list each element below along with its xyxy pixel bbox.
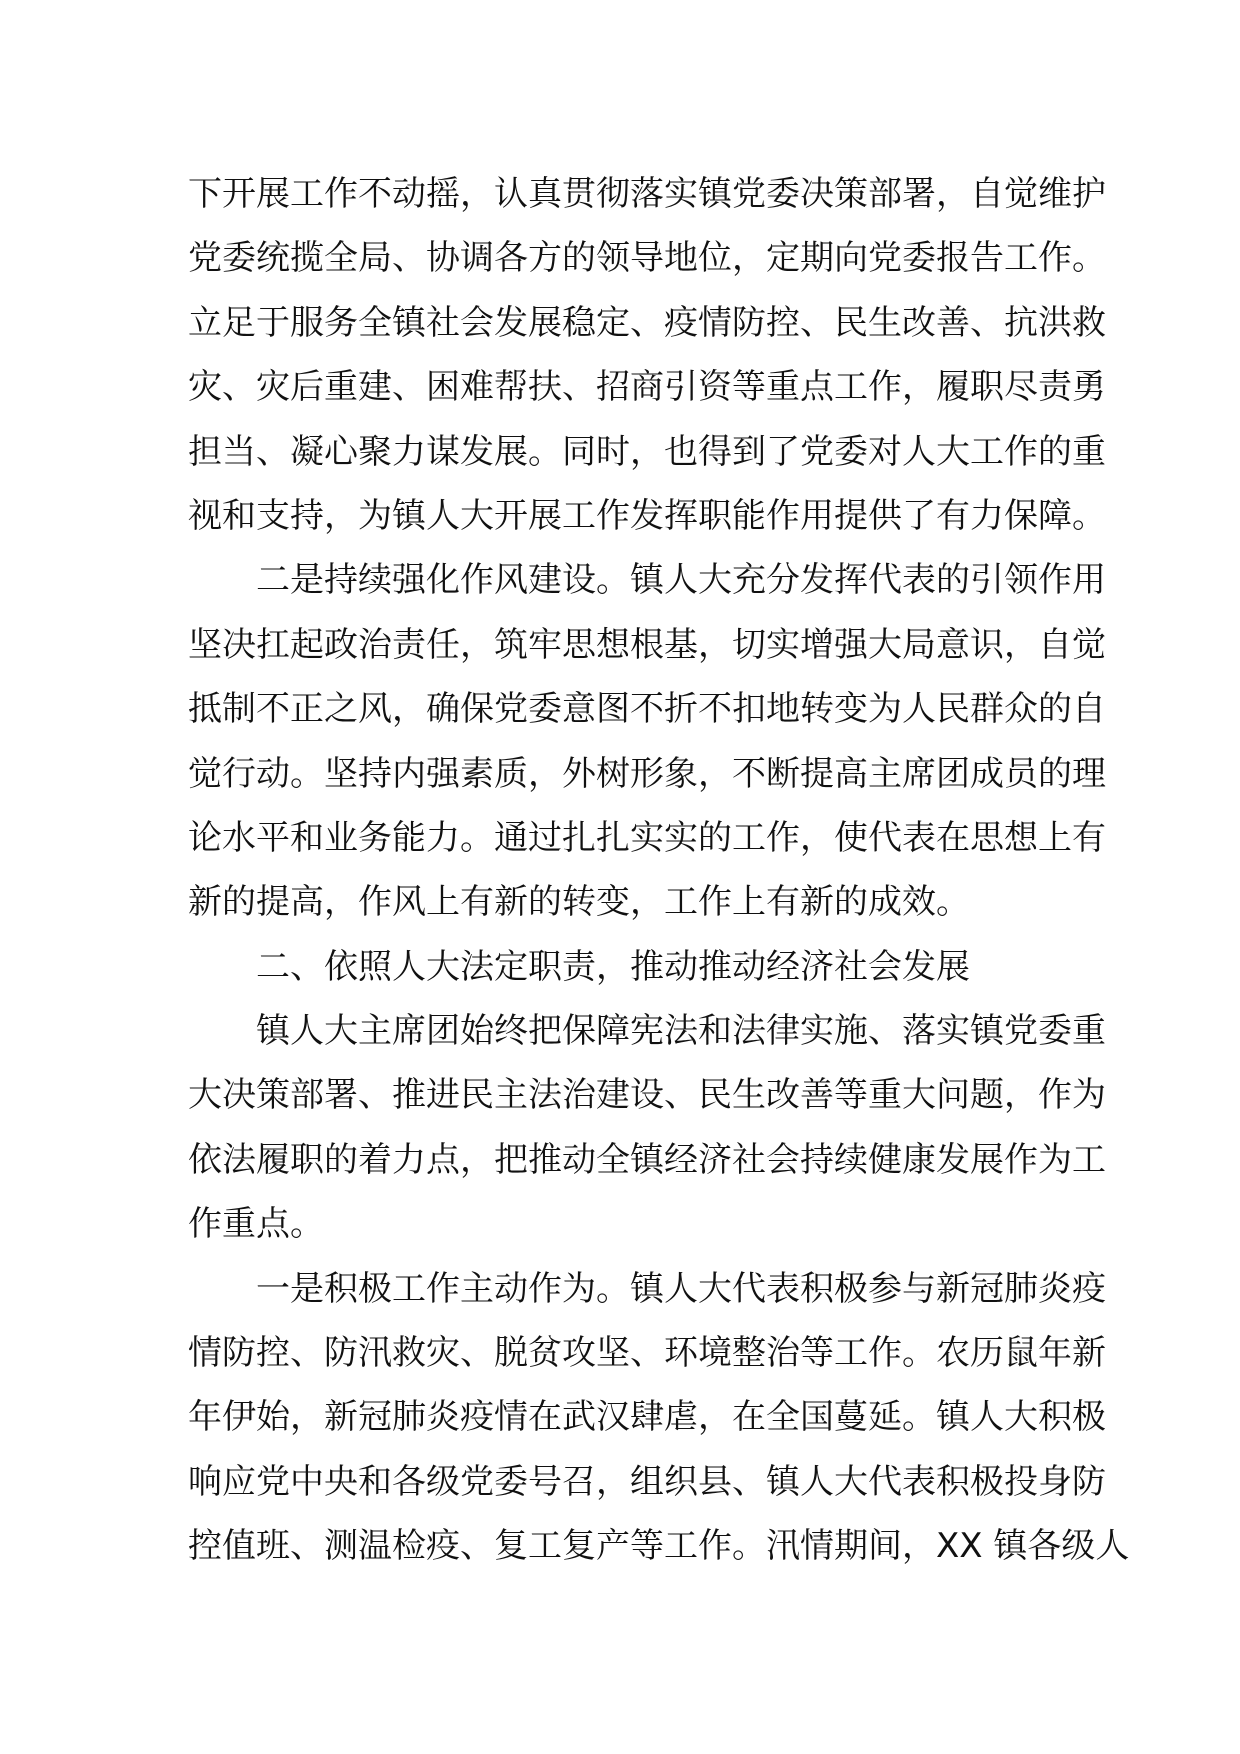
text-line: 抵制不正之风，确保党委意图不折不扣地转变为人民群众的自 [188,689,1106,730]
text-line: 党委统揽全局、协调各方的领导地位，定期向党委报告工作。 [188,238,1106,279]
text-line: 镇人大主席团始终把保障宪法和法律实施、落实镇党委重 [256,1011,1106,1052]
text-line: 立足于服务全镇社会发展稳定、疫情防控、民生改善、抗洪救 [188,302,1106,343]
text-line: 下开展工作不动摇，认真贯彻落实镇党委决策部署，自觉维护 [188,174,1106,214]
text-line: 觉行动。坚持内强素质，外树形象，不断提高主席团成员的理 [188,753,1106,794]
text-line: 二是持续强化作风建设。镇人大充分发挥代表的引领作用 [256,560,1106,601]
text-line: 作重点。 [188,1204,324,1245]
text-line: 新的提高，作风上有新的转变，工作上有新的成效。 [188,882,970,923]
text-line: 年伊始，新冠肺炎疫情在武汉肆虐，在全国蔓延。镇人大积极 [188,1397,1106,1438]
text-line: 视和支持，为镇人大开展工作发挥职能作用提供了有力保障。 [188,495,1106,536]
section-heading: 二、依照人大法定职责，推动推动经济社会发展 [256,946,970,987]
text-line: 担当、凝心聚力谋发展。同时，也得到了党委对人大工作的重 [188,431,1106,472]
text-line: 情防控、防汛救灾、脱贫攻坚、环境整治等工作。农历鼠年新 [188,1333,1106,1374]
text-line: 依法履职的着力点，把推动全镇经济社会持续健康发展作为工 [188,1139,1106,1180]
text-line: 论水平和业务能力。通过扎扎实实的工作，使代表在思想上有 [188,817,1106,858]
text-line: 灾、灾后重建、困难帮扶、招商引资等重点工作，履职尽责勇 [188,367,1106,408]
text-line: 大决策部署、推进民主法治建设、民生改善等重大问题，作为 [188,1075,1106,1116]
text-line: 一是积极工作主动作为。镇人大代表积极参与新冠肺炎疫 [256,1268,1106,1309]
body-text [188,162,1130,1579]
text-line: 控值班、测温检疫、复工复产等工作。汛情期间，XX 镇各级人 [188,1526,1130,1567]
text-line: 响应党中央和各级党委号召，组织县、镇人大代表积极投身防 [188,1461,1106,1502]
text-line: 坚决扛起政治责任，筑牢思想根基，切实增强大局意识，自觉 [188,624,1106,665]
